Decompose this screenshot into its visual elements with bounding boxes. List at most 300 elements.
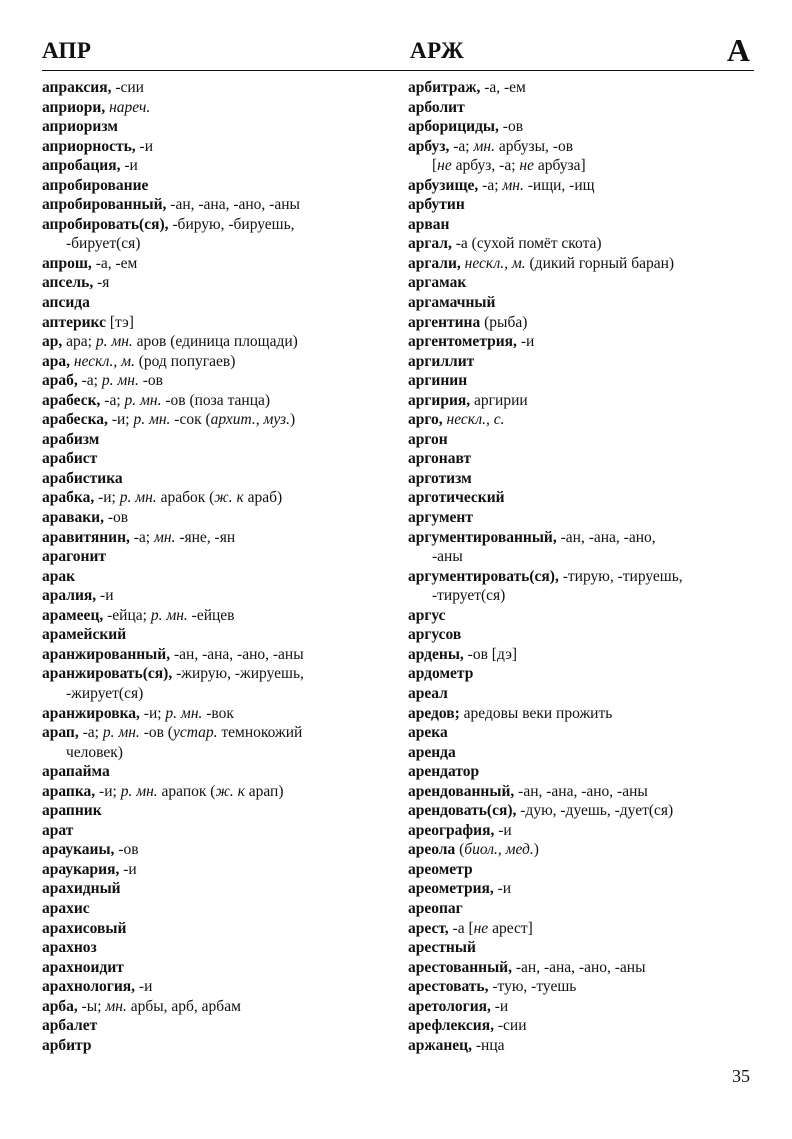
entry-text: [	[432, 157, 438, 175]
dictionary-entry	[42, 997, 392, 1017]
dictionary-entry	[42, 547, 392, 567]
headword: арамейский	[42, 626, 127, 644]
entry-text: аргирии	[470, 391, 528, 409]
dictionary-entry	[408, 488, 754, 508]
headword: арагонит	[42, 548, 106, 566]
left-column	[42, 78, 392, 1055]
entry-text: -ов	[114, 841, 139, 859]
headword: апсида	[42, 294, 90, 312]
entry-text: арапок (	[157, 782, 216, 800]
headword: арабка,	[42, 489, 95, 507]
headword: арбалет	[42, 1017, 98, 1035]
header-last-word: АРЖ	[410, 38, 465, 63]
entry-continuation	[408, 586, 754, 606]
page-number: 35	[732, 1066, 750, 1086]
dictionary-entry	[408, 958, 754, 978]
dictionary-entry	[408, 215, 754, 235]
headword: аргинин	[408, 372, 468, 390]
entry-text: -и;	[139, 704, 166, 722]
headword: апраксия,	[42, 79, 112, 96]
dictionary-entry	[408, 606, 754, 626]
headword: арабист	[42, 450, 98, 468]
headword: арак	[42, 567, 76, 585]
entry-continuation	[42, 743, 392, 763]
dictionary-entry	[42, 977, 392, 997]
dictionary-entry	[42, 254, 392, 274]
dictionary-entry	[42, 488, 392, 508]
dictionary-entry	[42, 704, 392, 724]
dictionary-entry	[408, 98, 754, 118]
headword: ардены,	[408, 645, 464, 663]
headword: арбитраж,	[408, 79, 481, 96]
dictionary-entry	[408, 293, 754, 313]
entry-text: -а, -ем	[91, 254, 138, 272]
dictionary-entry	[42, 508, 392, 528]
dictionary-entry	[408, 743, 754, 763]
dictionary-entry	[408, 762, 754, 782]
grammar-note: р. мн.	[150, 606, 188, 624]
headword: арабизм	[42, 430, 100, 448]
entry-text: [тэ]	[105, 313, 134, 331]
headword: араукария,	[42, 860, 120, 878]
entry-text: арбузы, -ов	[494, 137, 574, 155]
dictionary-entry	[42, 430, 392, 450]
headword: аредов;	[408, 704, 460, 722]
dictionary-entry	[408, 860, 754, 880]
dictionary-entry	[42, 801, 392, 821]
grammar-note: мн.	[154, 528, 176, 546]
headword: араукаиы,	[42, 841, 115, 859]
dictionary-entry	[42, 762, 392, 782]
headword: аралия,	[42, 587, 97, 605]
entry-text: -сок (	[170, 411, 211, 429]
dictionary-entry	[42, 528, 392, 548]
entry-continuation	[408, 156, 754, 176]
dictionary-entry	[408, 273, 754, 293]
dictionary-entry	[408, 997, 754, 1017]
entry-text: -и	[490, 997, 509, 1015]
dictionary-entry	[408, 821, 754, 841]
dictionary-entry	[408, 801, 754, 821]
headword: аргирия,	[408, 391, 471, 409]
headword: аргентина	[408, 313, 481, 331]
dictionary-entry	[408, 313, 754, 333]
dictionary-entry	[42, 625, 392, 645]
headword: арготизм	[408, 469, 472, 487]
headword: апсель,	[42, 274, 94, 292]
dictionary-entry	[408, 879, 754, 899]
entry-text: -тую, -туешь	[488, 978, 577, 996]
dictionary-entry	[42, 469, 392, 489]
headword: ара,	[42, 352, 70, 370]
entry-text: -и	[135, 978, 153, 996]
entry-text: -а;	[100, 391, 125, 409]
dictionary-entry	[408, 176, 754, 196]
entry-continuation	[408, 547, 754, 567]
grammar-note: не	[519, 157, 534, 175]
entry-text: (рыба)	[480, 313, 528, 331]
entry-text: -нца	[471, 1036, 505, 1054]
entry-text: -и;	[95, 782, 121, 800]
entry-text: -аны	[432, 548, 463, 566]
headword: ар,	[42, 333, 63, 351]
dictionary-entry	[42, 410, 392, 430]
headword: арахисовый	[42, 919, 127, 937]
grammar-note: нескл., м.	[73, 352, 135, 370]
headword: арахнология,	[42, 978, 136, 996]
entry-text: арабок (	[156, 489, 215, 507]
entry-text: -и	[516, 333, 535, 351]
dictionary-entry	[408, 371, 754, 391]
headword: араваки,	[42, 509, 104, 527]
headword: арека	[408, 724, 448, 742]
entry-text: -жирую, -жируешь,	[172, 665, 304, 683]
dictionary-entry	[42, 137, 392, 157]
headword: арахноидит	[42, 958, 124, 976]
dictionary-entry	[408, 977, 754, 997]
headword: арбузище,	[408, 176, 479, 194]
entry-text: (дикий горный баран)	[525, 254, 675, 272]
headword: ареал	[408, 684, 448, 702]
dictionary-entry	[42, 958, 392, 978]
entry-text: -жирует(ся)	[66, 684, 144, 702]
entry-text: -ан, -ана, -ано, -аны	[514, 782, 648, 800]
headword: арбитр	[42, 1036, 92, 1054]
dictionary-entry	[408, 137, 754, 157]
headword: апробация,	[42, 157, 121, 175]
dictionary-entry	[42, 195, 392, 215]
grammar-note: не	[473, 919, 489, 937]
entry-text: аров (единица площади)	[132, 333, 298, 351]
dictionary-entry	[42, 664, 392, 684]
dictionary-entry	[42, 352, 392, 372]
entry-text: -а;	[78, 724, 103, 742]
dictionary-entry	[42, 156, 392, 176]
dictionary-entry	[42, 117, 392, 137]
entry-text: -и;	[107, 411, 134, 429]
entry-text: -ов	[498, 118, 524, 136]
entry-text: -а;	[77, 372, 102, 390]
dictionary-entry	[42, 391, 392, 411]
dictionary-entry	[42, 273, 392, 293]
headword: арендованный,	[408, 782, 515, 800]
dictionary-entry	[408, 449, 754, 469]
headword: арапка,	[42, 782, 96, 800]
grammar-note: устар.	[172, 724, 218, 742]
entry-continuation	[42, 684, 392, 704]
dictionary-entry	[42, 645, 392, 665]
headword: арат	[42, 821, 74, 839]
dictionary-entry	[42, 606, 392, 626]
grammar-note: нескл., м.	[464, 254, 526, 272]
entry-text: темнокожий	[217, 724, 303, 742]
headword: аретология,	[408, 997, 491, 1015]
entry-text: -ан, -ана, -ано, -аны	[170, 645, 304, 663]
grammar-note: нареч.	[109, 98, 151, 116]
entry-text: -а (сухой помёт скота)	[451, 235, 602, 253]
headword: арестованный,	[408, 958, 512, 976]
headword: аржанец,	[408, 1036, 472, 1054]
entry-text: -а;	[129, 528, 154, 546]
dictionary-entry	[408, 254, 754, 274]
headword: арестный	[408, 939, 476, 957]
dictionary-entry	[408, 723, 754, 743]
entry-text: -дую, -дуешь, -дует(ся)	[516, 802, 674, 820]
right-column	[408, 78, 754, 1055]
entry-text: -ищи, -ищ	[523, 176, 595, 194]
headword: аргументированный,	[408, 528, 557, 546]
dictionary-entry	[408, 352, 754, 372]
entry-text: -тирует(ся)	[432, 587, 506, 605]
headword: апрош,	[42, 254, 92, 272]
entry-text: )	[533, 841, 539, 859]
headword: арест,	[408, 919, 449, 937]
headword: арван	[408, 215, 450, 233]
dictionary-entry	[42, 899, 392, 919]
entry-text: (род попугаев)	[134, 352, 236, 370]
grammar-note: р. мн.	[119, 489, 157, 507]
header-section-letter: А	[726, 32, 750, 68]
running-header	[42, 34, 754, 70]
headword: арахис	[42, 899, 90, 917]
dictionary-entry	[42, 78, 392, 98]
entry-text: -ан, -ана, -ано, -аны	[166, 196, 300, 214]
headword: арендатор	[408, 763, 480, 781]
header-first-word: АПР	[42, 38, 92, 63]
dictionary-entry	[408, 78, 754, 98]
headword: арабеск,	[42, 391, 101, 409]
headword: апробирование	[42, 176, 149, 194]
entry-text: -и	[96, 587, 114, 605]
entry-text: -сии	[111, 79, 144, 96]
dictionary-entry	[408, 645, 754, 665]
headword: арабистика	[42, 469, 123, 487]
entry-text: -ейца;	[103, 606, 151, 624]
dictionary-entry	[408, 899, 754, 919]
entry-text: -ов [дэ]	[463, 645, 518, 663]
entry-text: -бирую, -бируешь,	[168, 215, 295, 233]
headword: аранжировка,	[42, 704, 140, 722]
dictionary-entry	[408, 664, 754, 684]
dictionary-entry	[42, 449, 392, 469]
entry-text: -и	[135, 137, 153, 155]
dictionary-entry	[408, 430, 754, 450]
dictionary-entry	[42, 938, 392, 958]
grammar-note: р. мн.	[95, 333, 133, 351]
entry-text: -сии	[493, 1017, 527, 1035]
headword: арборициды,	[408, 118, 499, 136]
dictionary-entry	[42, 821, 392, 841]
entry-text: -ейцев	[187, 606, 235, 624]
headword: аргиллит	[408, 352, 475, 370]
entry-text: (	[455, 841, 465, 859]
grammar-note: не	[437, 157, 452, 175]
headword: арап,	[42, 724, 79, 742]
headword: априори,	[42, 98, 106, 116]
entry-text: -тирую, -тируешь,	[558, 567, 683, 585]
headword: арболит	[408, 98, 465, 116]
headword: арбуз,	[408, 137, 450, 155]
dictionary-entry	[42, 840, 392, 860]
dictionary-entry	[408, 528, 754, 548]
headword: арахидный	[42, 880, 121, 898]
dictionary-entry	[408, 782, 754, 802]
grammar-note: р. мн.	[165, 704, 203, 722]
entry-text: -и	[494, 821, 512, 839]
entry-text: -вок	[202, 704, 234, 722]
headword: аргонавт	[408, 450, 472, 468]
dictionary-entry	[408, 1016, 754, 1036]
entry-text: арбуз, -а;	[451, 157, 520, 175]
headword: арготический	[408, 489, 505, 507]
entry-text: -яне, -ян	[175, 528, 236, 546]
headword: аргамачный	[408, 294, 496, 312]
dictionary-entry	[408, 625, 754, 645]
headword: аргамак	[408, 274, 467, 292]
dictionary-entry	[408, 1036, 754, 1056]
dictionary-entry	[42, 586, 392, 606]
entry-text: арбуза]	[533, 157, 586, 175]
grammar-note: мн.	[502, 176, 524, 194]
headword: аранжировать(ся),	[42, 665, 173, 683]
dictionary-entry	[408, 704, 754, 724]
grammar-note: ж. к	[214, 489, 244, 507]
dictionary-entry	[408, 508, 754, 528]
headword: араб,	[42, 372, 78, 390]
dictionary-entry	[408, 195, 754, 215]
dictionary-entry	[408, 117, 754, 137]
dictionary-entry	[42, 215, 392, 235]
grammar-note: мн.	[473, 137, 495, 155]
dictionary-entry	[408, 391, 754, 411]
headword: аренда	[408, 743, 456, 761]
entry-text: человек)	[66, 743, 123, 761]
headword: аптерикс	[42, 313, 106, 331]
entry-text: )	[289, 411, 296, 429]
headword: арендовать(ся),	[408, 802, 517, 820]
headword: арапайма	[42, 763, 110, 781]
grammar-note: р. мн.	[124, 391, 162, 409]
headword: аргусов	[408, 626, 462, 644]
entry-text: -и	[493, 880, 512, 898]
headword: аргумент	[408, 509, 473, 527]
entry-text: -а;	[449, 137, 474, 155]
dictionary-entry	[42, 98, 392, 118]
dictionary-entry	[42, 723, 392, 743]
grammar-note: р. мн.	[133, 411, 171, 429]
entry-text: -ан, -ана, -ано, -аны	[511, 958, 646, 976]
headword: арахноз	[42, 939, 97, 957]
headword: арабеска,	[42, 411, 108, 429]
entry-text: -ы;	[77, 997, 106, 1015]
entry-continuation	[42, 234, 392, 254]
dictionary-entry	[408, 938, 754, 958]
entry-text: -ов	[103, 509, 129, 527]
grammar-note: ж. к	[215, 782, 245, 800]
dictionary-entry	[42, 313, 392, 333]
dictionary-entry	[42, 1016, 392, 1036]
dictionary-entry	[408, 684, 754, 704]
headword: аргали,	[408, 254, 461, 272]
header-rule	[42, 70, 754, 71]
headword: априоризм	[42, 118, 118, 136]
headword: аргал,	[408, 235, 452, 253]
entry-text: араб)	[243, 489, 283, 507]
headword: ареола	[408, 841, 456, 859]
entry-text: -и	[119, 860, 137, 878]
headword: ардометр	[408, 665, 474, 683]
entry-text: -и;	[94, 489, 120, 507]
dictionary-entry	[42, 567, 392, 587]
headword: арго,	[408, 411, 443, 429]
headword: арба,	[42, 997, 78, 1015]
dictionary-entry	[408, 919, 754, 939]
entry-text: -ан, -ана, -ано,	[556, 528, 656, 546]
headword: арестовать,	[408, 978, 489, 996]
grammar-note: р. мн.	[102, 724, 140, 742]
headword: ареопаг	[408, 899, 463, 917]
entry-text: арап)	[244, 782, 284, 800]
headword: аргус	[408, 606, 446, 624]
entry-text: -я	[93, 274, 110, 292]
entry-text: арбы, арб, арбам	[126, 997, 241, 1015]
headword: аргентометрия,	[408, 333, 517, 351]
headword: ареометрия,	[408, 880, 494, 898]
headword: апробировать(ся),	[42, 215, 169, 233]
entry-text: -и	[120, 157, 138, 175]
dictionary-entry	[408, 410, 754, 430]
entry-text: -а;	[478, 176, 503, 194]
dictionary-entry	[42, 1036, 392, 1056]
entry-text: -ов	[138, 372, 163, 390]
entry-text: -а, -ем	[480, 79, 526, 96]
grammar-note: р. мн.	[120, 782, 158, 800]
dictionary-entry	[42, 371, 392, 391]
entry-text: арест]	[488, 919, 533, 937]
dictionary-entry	[408, 840, 754, 860]
grammar-note: р. мн.	[101, 372, 139, 390]
dictionary-entry	[408, 567, 754, 587]
headword: аргументировать(ся),	[408, 567, 559, 585]
headword: арефлексия,	[408, 1017, 494, 1035]
headword: арапник	[42, 802, 102, 820]
grammar-note: мн.	[105, 997, 127, 1015]
entry-text: -ов (поза танца)	[161, 391, 271, 409]
dictionary-entry	[408, 234, 754, 254]
headword: арамеец,	[42, 606, 104, 624]
dictionary-entry	[408, 469, 754, 489]
dictionary-entry	[42, 879, 392, 899]
headword: апробированный,	[42, 196, 167, 214]
entry-text: аредовы веки прожить	[459, 704, 613, 722]
dictionary-entry	[42, 176, 392, 196]
dictionary-entry	[42, 782, 392, 802]
headword: ареография,	[408, 821, 495, 839]
dictionary-entry	[42, 860, 392, 880]
grammar-note: нескл., с.	[446, 411, 505, 429]
entry-text: -а [	[448, 919, 474, 937]
headword: априорность,	[42, 137, 136, 155]
dictionary-entry	[42, 293, 392, 313]
grammar-note: архит., муз.	[210, 411, 290, 429]
entry-text: ара;	[62, 333, 96, 351]
dictionary-entry	[42, 332, 392, 352]
headword: аравитянин,	[42, 528, 130, 546]
headword: аранжированный,	[42, 645, 171, 663]
headword: аргон	[408, 430, 448, 448]
grammar-note: биол., мед.	[464, 841, 534, 859]
headword: арбутин	[408, 196, 465, 214]
